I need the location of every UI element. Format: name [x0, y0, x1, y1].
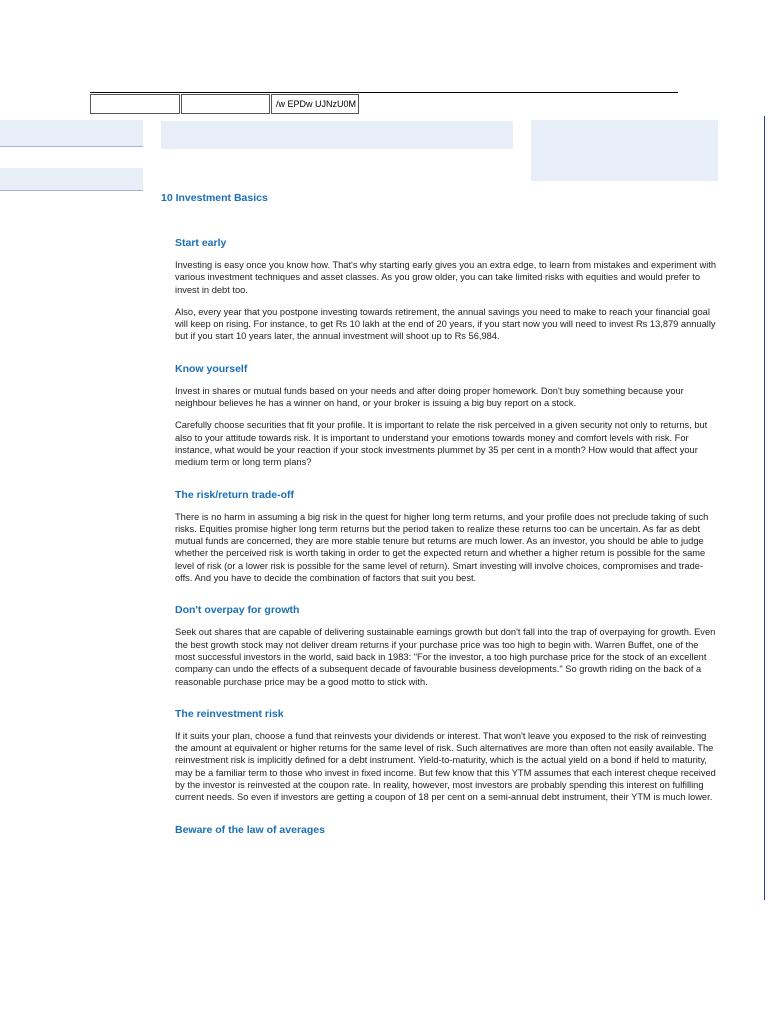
section-heading: Know yourself — [175, 362, 248, 375]
article-section — [175, 708, 719, 804]
section-paragraph: Seek out shares that are capable of delivering sustainable earnings growth but don't fall into the trap of overpaying for growth. Even the best growth stock may not deliver dream returns if your purchase price was too high to begin with. Warren Buffet, one of the most successful investors in the world, said back in 1983: "For the investor, a too high purchase price for the stock of an excellent company can undo the effects of a subsequent decade of favourable business developments." So growth riding on the back of a reasonable purchase price may be a good motto to stick with. — [175, 627, 716, 687]
article-section — [175, 237, 719, 343]
form-cell-1 — [90, 94, 180, 114]
left-nav-block-2 — [0, 168, 143, 191]
section-paragraph: Carefully choose securities that fit your profile. It is important to relate the risk perceived in a given security not only to returns, but also to your attitude towards risk. It is important to understand your emotions towards money and comfort levels with risk. For instance, what would be your reaction if your stock investments plummet by 35 per cent in a month? How would that affect your medium term or long term plans? — [175, 420, 708, 468]
article-section — [175, 363, 719, 469]
page-title: 10 Investment Basics — [161, 192, 268, 204]
section-paragraph: There is no harm in assuming a big risk in the quest for higher long term returns, and your profile does not preclude taking of such risks. Equities promise higher long term returns but the period taken to realize these returns too can be uncertain. As far as debt mutual funds are concerned, they are more stable tenure but returns are much lower. As an investor, you should be able to judge whether the perceived risk is worth taking in order to get the expected return and whether a higher return is possible for the same level of risk (or a lower risk is possible for the same level of return). Smart investing will involve choices, compromises and trade-offs. And you have to decide the combination of factors that suit you best. — [175, 511, 709, 584]
section-heading: Beware of the law of averages — [175, 823, 325, 836]
form-cell-2 — [181, 94, 270, 114]
header-banner — [161, 121, 513, 149]
article-body — [175, 237, 719, 856]
viewstate-field: /w EPDw UJNzU0M — [271, 94, 359, 114]
article-section — [175, 604, 719, 687]
right-column-rule — [764, 116, 765, 900]
article-section — [175, 824, 719, 836]
section-paragraph: If it suits your plan, choose a fund that reinvests your dividends or interest. That won't leave you exposed to the risk of reinvesting the amount at equivalent or higher returns for the same level of risk. Such alternatives are more than often not easily available. The reinvestment risk is implicitly defined for a debt instrument. Yield-to-maturity, which is the actual yield on a bond if held to maturity, may be a familiar term to those who invest in fixed income. But few know that this YTM assumes that each interest cheque received by the investor is reinvested at the coupon rate. In reality, however, most investors are probably spending this interest on fulfilling current needs. So even if investors are getting a coupon of 18 per cent on a semi-annual debt instrument, their YTM is much lower. — [175, 730, 716, 803]
section-heading: Start early — [175, 237, 227, 249]
section-heading: The reinvestment risk — [175, 707, 284, 720]
section-paragraph: Invest in shares or mutual funds based on your needs and after doing proper homework. Don't buy something because your neighbour believes he has a winner on hand, or your broker is issuing a big buy report on a stock. — [175, 385, 684, 409]
section-heading: Don't overpay for growth — [175, 604, 300, 617]
top-rule — [90, 92, 678, 93]
section-paragraph: Investing is easy once you know how. That's why starting early gives you an extra edge, to learn from mistakes and experiment with various investment techniques and asset classes. As you grow older, you can take limited risks with equities and would prefer to invest in debt too. — [175, 260, 717, 295]
section-heading: The risk/return trade-off — [175, 488, 295, 501]
article-section — [175, 489, 719, 585]
section-paragraph: Also, every year that you postpone investing towards retirement, the annual savings you need to make to reach your financial goal will keep on rising. For instance, to get Rs 10 lakh at the end of 20 years, if you start now you will need to invest Rs 13,879 annually but if you start 10 years later, the annual investment will shoot up to Rs 56,984. — [175, 306, 716, 342]
ad-box — [531, 120, 718, 181]
left-nav-block-1 — [0, 120, 143, 147]
